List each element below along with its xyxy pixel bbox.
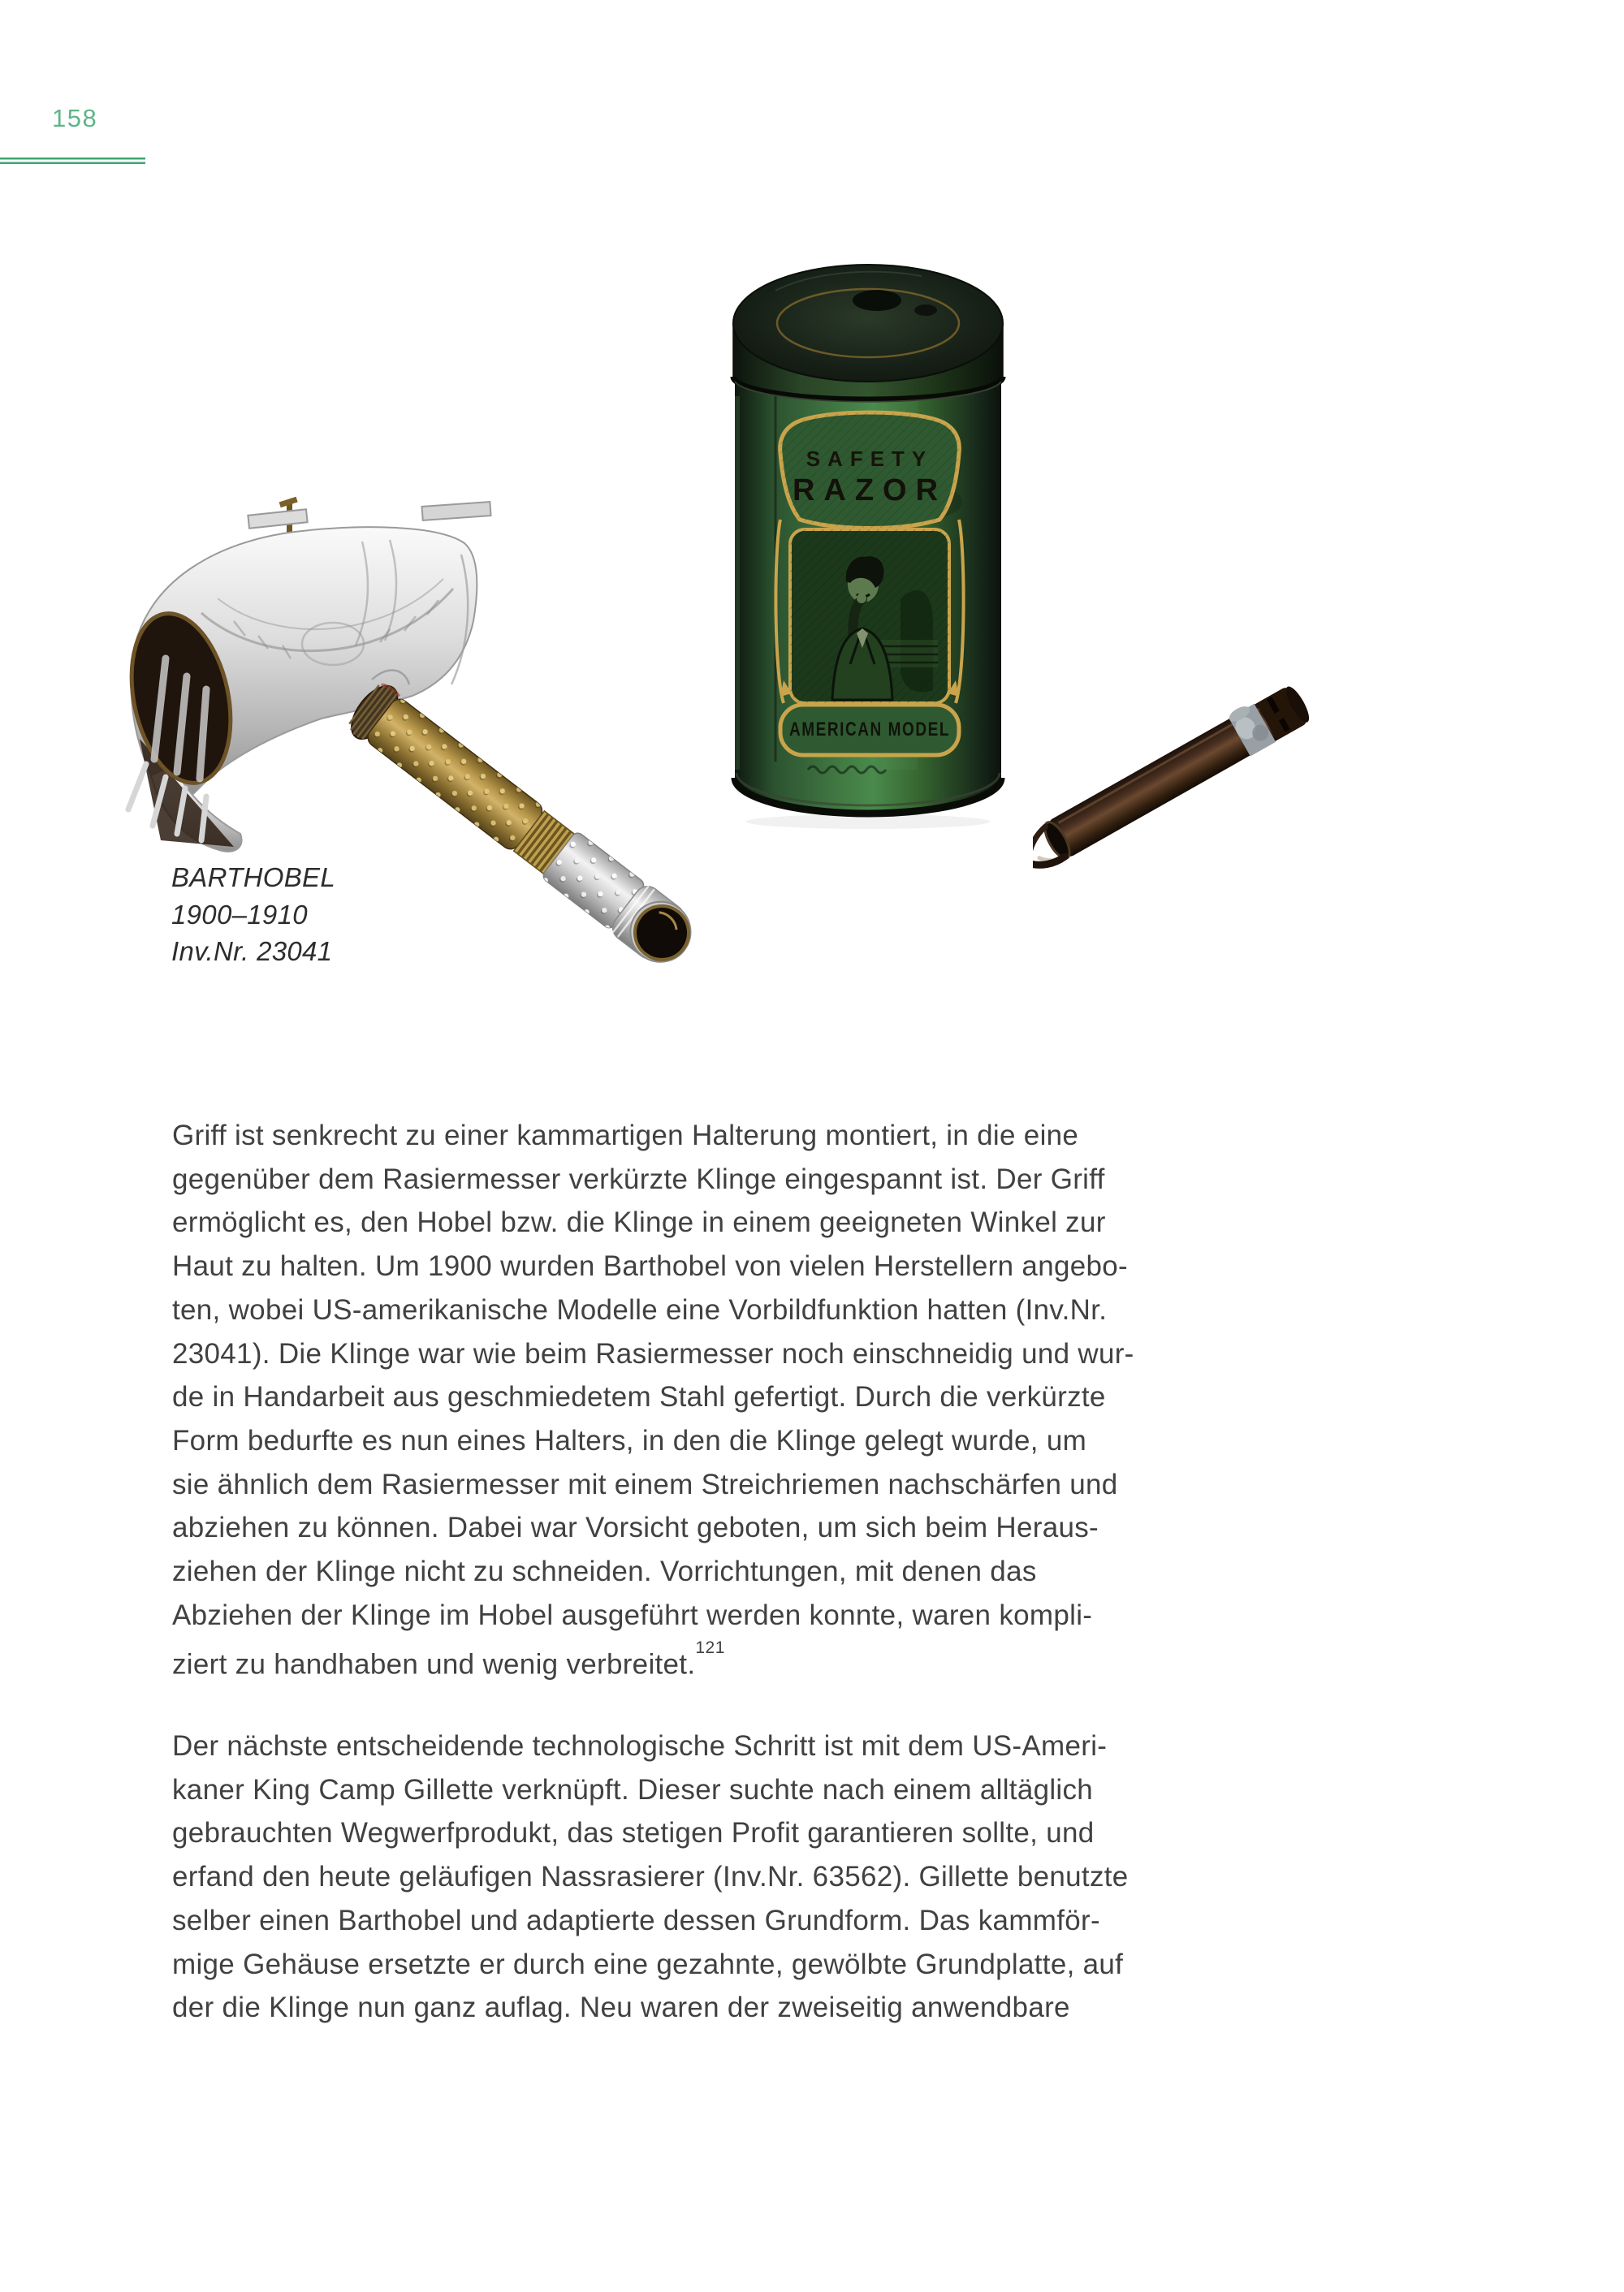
- text-line: ziehen der Klinge nicht zu schneiden. Vorrichtungen, mit denen das: [172, 1556, 1037, 1588]
- tin-lid: [733, 265, 1003, 402]
- text-line: mige Gehäuse ersetzte er durch eine gezahnte, gewölbte Grundplatte, auf: [172, 1948, 1124, 1980]
- text-line: [172, 1637, 1134, 1686]
- figure-caption: [171, 859, 335, 970]
- text-line: Abziehen der Klinge im Hobel ausgeführt werden konnte, waren kompli-: [172, 1599, 1093, 1631]
- paragraph-1: [172, 1114, 1134, 1687]
- tin-razor-text: RAZOR: [792, 473, 948, 507]
- text-line: Form bedurfte es nun eines Halters, in den die Klinge gelegt wurde, um: [172, 1424, 1087, 1457]
- text-line: ten, wobei US-amerikanische Modelle eine Vorbildfunktion hatten (Inv.Nr.: [172, 1293, 1108, 1326]
- blade-holder-photo: [1033, 674, 1358, 877]
- caption-inventory: Inv.Nr. 23041: [171, 936, 333, 966]
- tin-label-cartouche: [775, 412, 963, 773]
- text-line: gebrauchten Wegwerfprodukt, das stetigen Profit garantieren sollte, und: [172, 1817, 1095, 1850]
- text-line: gegenüber dem Rasiermesser verkürzte Klinge eingespannt ist. Der Griff: [172, 1163, 1105, 1195]
- tin-safety-text: SAFETY: [806, 447, 934, 471]
- paragraph-2: [172, 1724, 1129, 2030]
- text-line-end: ziert zu handhaben und wenig verbreitet.: [172, 1649, 696, 1681]
- text-line: ermöglicht es, den Hobel bzw. die Klinge in einem geeigneten Winkel zur: [172, 1206, 1106, 1239]
- text-line: Haut zu halten. Um 1900 wurden Barthobel von vielen Herstellern angebo-: [172, 1250, 1128, 1283]
- text-line: sie ähnlich dem Rasiermesser mit einem Streichriemen nachschärfen und: [172, 1468, 1118, 1500]
- text-line: erfand den heute geläufigen Nassrasierer (Inv.Nr. 63562). Gillette benutzte: [172, 1861, 1129, 1893]
- text-line: 23041). Die Klinge war wie beim Rasiermesser noch einschneidig und wur-: [172, 1337, 1134, 1370]
- caption-title: BARTHOBEL: [171, 862, 335, 892]
- green-rule: [0, 158, 145, 164]
- page-number: 158: [52, 104, 98, 132]
- blade-tube: [1033, 679, 1314, 877]
- text-line: abziehen zu können. Dabei war Vorsicht geboten, um sich beim Heraus-: [172, 1512, 1099, 1544]
- text-line: de in Handarbeit aus geschmiedetem Stahl gefertigt. Durch die verkürzte: [172, 1381, 1106, 1414]
- text-line: Der nächste entscheidende technologische Schritt ist mit dem US-Ameri-: [172, 1730, 1108, 1762]
- text-line: Griff ist senkrecht zu einer kammartigen Halterung montiert, in die eine: [172, 1120, 1079, 1151]
- text-line: kaner King Camp Gillette verknüpft. Dieser suchte nach einem alltäglich: [172, 1773, 1094, 1806]
- caption-years: 1900–1910: [171, 899, 308, 930]
- razor-head: [117, 497, 490, 852]
- tin-photo: [727, 258, 1009, 831]
- text-line: der die Klinge nun ganz auflag. Neu waren der zweiseitig anwendbare: [172, 1992, 1070, 2024]
- footnote-ref: 121: [695, 1638, 725, 1658]
- tin-banner-text: AMERICAN MODEL: [789, 719, 950, 740]
- american-model-banner: [780, 705, 959, 755]
- text-line: selber einen Barthobel und adaptierte dessen Grundform. Das kammför-: [172, 1904, 1100, 1936]
- man-illustration: [790, 529, 949, 703]
- razor-handle: [343, 678, 703, 974]
